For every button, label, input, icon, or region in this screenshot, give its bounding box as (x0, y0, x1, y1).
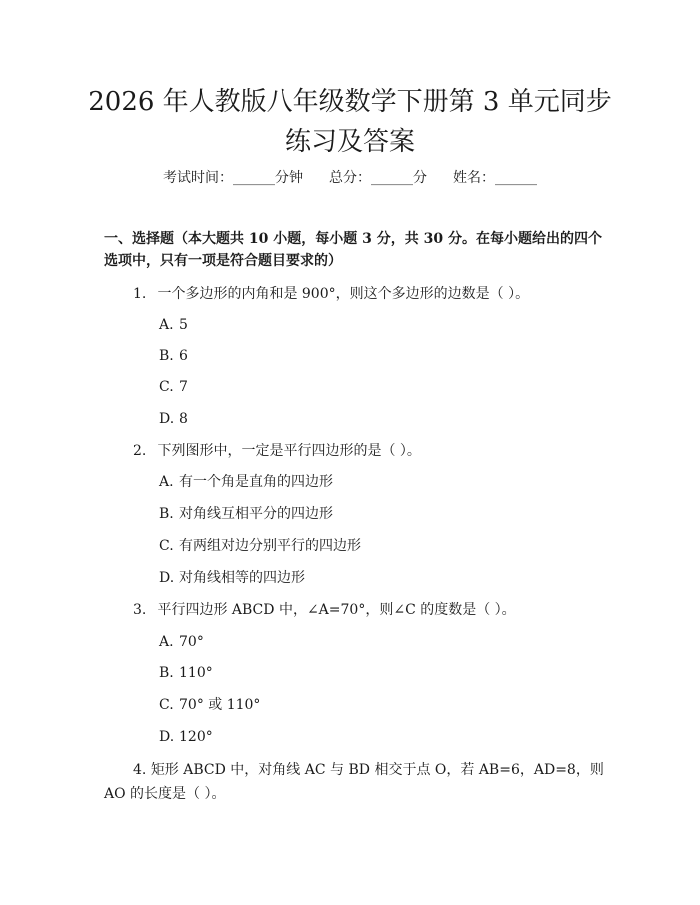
option-text: 有两组对边分别平行的四边形 (179, 538, 361, 554)
title-line-1: 2026 年人教版八年级数学下册第 3 单元同步 (88, 87, 612, 117)
option-text: 110° (179, 665, 213, 681)
option-label: D. (159, 570, 175, 586)
option-text: 8 (179, 411, 188, 427)
exam-meta (0, 168, 700, 188)
option-text: 对角线相等的四边形 (179, 570, 305, 586)
option-label: B. (159, 665, 174, 681)
option-2a (159, 472, 599, 492)
option-label: D. (159, 729, 175, 745)
option-label: A. (159, 634, 174, 650)
question-text: 下列图形中，一定是平行四边形的是（ ）。 (157, 443, 421, 459)
option-3b (159, 663, 599, 683)
option-label: C. (159, 697, 174, 713)
option-text: 有一个角是直角的四边形 (179, 474, 333, 490)
question-2 (133, 441, 613, 461)
option-1d (159, 409, 599, 429)
question-4 (104, 758, 616, 806)
question-text: 平行四边形 ABCD 中，∠A=70°，则∠C 的度数是（ ）。 (157, 602, 516, 618)
option-label: B. (159, 506, 174, 522)
option-1a (159, 315, 599, 335)
question-number: 2. (133, 443, 147, 459)
option-2d (159, 568, 599, 588)
option-text: 70° 或 110° (179, 697, 261, 713)
question-number: 3. (133, 602, 147, 618)
option-3d (159, 727, 599, 747)
option-2b (159, 504, 599, 524)
title-line-2: 练习及答案 (284, 127, 415, 157)
page-title (60, 82, 640, 162)
option-text: 6 (179, 348, 188, 364)
question-1 (133, 284, 613, 304)
question-number: 4. (133, 762, 147, 778)
option-2c (159, 536, 599, 556)
option-label: D. (159, 411, 175, 427)
option-text: 70° (179, 634, 204, 650)
option-label: C. (159, 379, 174, 395)
option-label: C. (159, 538, 174, 554)
option-text: 5 (179, 317, 188, 333)
exam-total-score: 总分：______分 (329, 170, 427, 186)
student-name: 姓名：______ (453, 170, 537, 186)
option-label: B. (159, 348, 174, 364)
option-3c (159, 695, 599, 715)
option-text: 对角线互相平分的四边形 (179, 506, 333, 522)
option-text: 7 (179, 379, 188, 395)
option-3a (159, 632, 599, 652)
option-label: A. (159, 474, 174, 490)
section-heading: 一、选择题（本大题共 10 小题，每小题 3 分，共 30 分。在每小题给出的四个选项中，只有一项是符合题目要求的） (104, 231, 602, 269)
option-text: 120° (179, 729, 213, 745)
question-number: 1. (133, 286, 147, 302)
question-text: 一个多边形的内角和是 900°，则这个多边形的边数是（ ）。 (157, 286, 530, 302)
exam-time: 考试时间：______分钟 (163, 170, 303, 186)
option-1b (159, 346, 599, 366)
option-label: A. (159, 317, 174, 333)
question-text: 矩形 ABCD 中，对角线 AC 与 BD 相交于点 O，若 AB=6，AD=8，则 AO 的长度是（ ）。 (104, 762, 604, 802)
option-1c (159, 377, 599, 397)
question-3 (133, 600, 613, 620)
